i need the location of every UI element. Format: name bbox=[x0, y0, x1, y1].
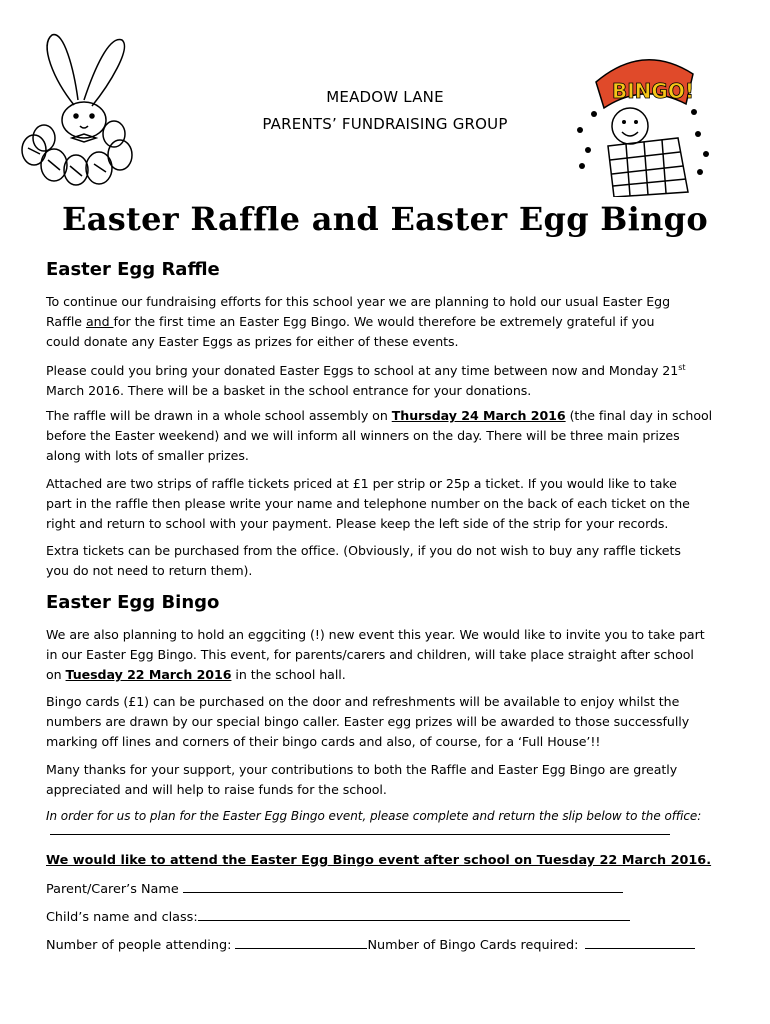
bingo-paragraph-3: Many thanks for your support, your contributions to both the Raffle and Easter Egg Bingo are greatly appreciated and will help to raise funds for the school. bbox=[46, 762, 678, 797]
parent-name-row: Parent/Carer’s Name bbox=[46, 880, 623, 897]
raffle-paragraph-2: Please could you bring your donated Easter Eggs to school at any time between now and Monday 21st March 2016. There will be a basket in the school entrance for your donations. bbox=[46, 363, 686, 399]
attendance-row: Number of people attending: Number of Bingo Cards required: bbox=[46, 936, 695, 953]
school-name: MEADOW LANE bbox=[326, 88, 444, 106]
people-attending-field[interactable] bbox=[235, 936, 367, 949]
bingo-sign-text: BINGO! bbox=[612, 79, 694, 103]
bingo-heading: Easter Egg Bingo bbox=[46, 592, 220, 613]
bingo-paragraph-1: We are also planning to hold an eggciting (!) new event this year. We would like to invite you to take part in our Easter Egg Bingo. This event, for parents/carers and children, will take place straight after school on Tuesday 22 March 2016 in the school hall. bbox=[46, 627, 705, 682]
parent-name-field[interactable] bbox=[183, 880, 623, 893]
cut-line bbox=[50, 834, 670, 835]
raffle-heading: Easter Egg Raffle bbox=[46, 259, 220, 280]
raffle-paragraph-1: To continue our fundraising efforts for this school year we are planning to hold our usual Easter Egg Raffle and for the first time an Easter Egg Bingo. We would therefore be extremely grateful if you could donate any Easter Eggs as prizes for either of these events. bbox=[46, 294, 671, 349]
bingo-cards-field[interactable] bbox=[585, 936, 695, 949]
slip-instruction: In order for us to plan for the Easter Egg Bingo event, please complete and return the slip below to the office: bbox=[46, 809, 702, 823]
bingo-paragraph-2: Bingo cards (£1) can be purchased on the door and refreshments will be available to enjoy whilst the numbers are drawn by our special bingo caller. Easter egg prizes will be awarded to those successfully marking off lines and corners of their bingo cards and also, of course, for a ‘Full House’!! bbox=[46, 694, 690, 749]
raffle-paragraph-3: The raffle will be drawn in a whole school assembly on Thursday 24 March 2016 (the final day in school before the Easter weekend) and we will inform all winners on the day. There will be three main prizes along with lots of smaller prizes. bbox=[46, 408, 713, 463]
group-name: PARENTS’ FUNDRAISING GROUP bbox=[262, 115, 508, 133]
raffle-paragraph-4: Attached are two strips of raffle tickets priced at £1 per strip or 25p a ticket. If you would like to take part in the raffle then please write your name and telephone number on the back of each ticket on the right and return to school with your payment. Please keep the left side of the strip for your records. bbox=[46, 476, 690, 531]
easter-bunny-icon bbox=[14, 30, 144, 195]
raffle-paragraph-5: Extra tickets can be purchased from the office. (Obviously, if you do not wish to buy any raffle tickets you do not need to return them). bbox=[46, 543, 681, 578]
page-title: Easter Raffle and Easter Egg Bingo bbox=[62, 200, 708, 238]
child-name-row: Child’s name and class: bbox=[46, 908, 630, 925]
slip-heading: We would like to attend the Easter Egg Bingo event after school on Tuesday 22 March 2016. bbox=[46, 853, 712, 868]
child-name-field[interactable] bbox=[198, 908, 630, 921]
